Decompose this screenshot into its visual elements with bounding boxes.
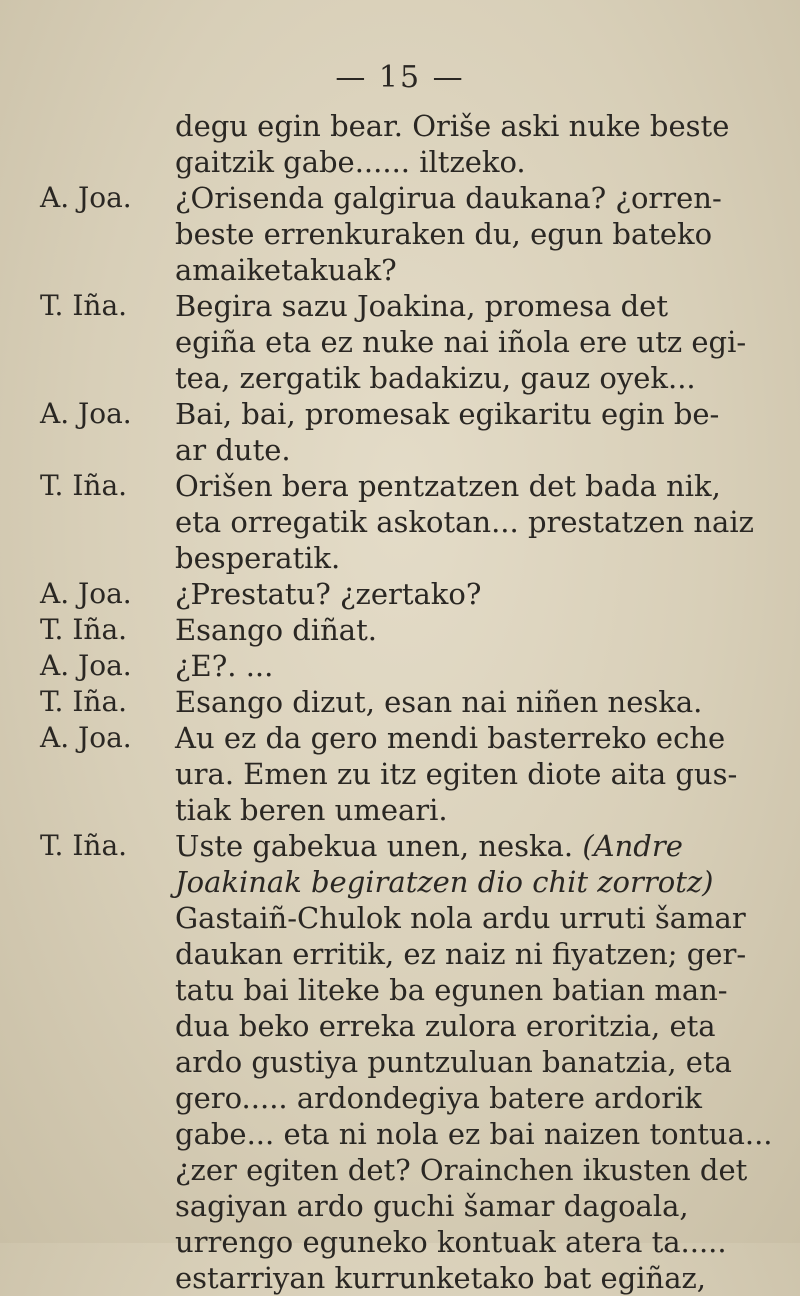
speaker-label: T. Iña. bbox=[40, 289, 128, 322]
text-line: Esango dizut, esan nai niñen neska. bbox=[175, 685, 703, 719]
dialogue-entry bbox=[40, 720, 760, 828]
text-line: urrengo eguneko kontuak atera ta..... bbox=[175, 1225, 727, 1259]
speaker-label: A. Joa. bbox=[40, 649, 132, 682]
text-line: amaiketakuak? bbox=[175, 253, 397, 287]
text-line: Begira sazu Joakina, promesa det bbox=[175, 289, 668, 323]
stage-direction: Joakinak begiratzen dio chit zorrotz) bbox=[175, 865, 714, 899]
text-line: ardo gustiya puntzuluan banatzia, eta bbox=[175, 1045, 732, 1079]
speaker-label: T. Iña. bbox=[40, 685, 128, 718]
text-line: Orišen bera pentzatzen det bada nik, bbox=[175, 469, 721, 503]
dialogue-entry bbox=[40, 648, 760, 684]
text-line: ¿Orisenda galgirua daukana? ¿orren- bbox=[175, 181, 722, 215]
dialogue-body bbox=[175, 612, 760, 648]
dialogue-entry bbox=[40, 288, 760, 396]
speaker-label: T. Iña. bbox=[40, 829, 128, 862]
dialogue-body bbox=[175, 648, 760, 684]
dialogue-body bbox=[175, 396, 760, 468]
speaker-label: A. Joa. bbox=[40, 397, 132, 430]
text-line: gabe... eta ni nola ez bai naizen tontua... bbox=[175, 1117, 773, 1151]
page-number: — 15 — bbox=[335, 60, 465, 95]
text-line: dua beko erreka zulora eroritzia, eta bbox=[175, 1009, 716, 1043]
dialogue-entry bbox=[40, 576, 760, 612]
dialogue-entry bbox=[40, 828, 773, 1296]
text-line: daukan erritik, ez naiz ni fiyatzen; ger- bbox=[175, 937, 747, 971]
text-line: ¿E?. ... bbox=[175, 649, 274, 683]
speaker-label: A. Joa. bbox=[40, 181, 132, 214]
text-line: gero..... ardondegiya batere ardorik bbox=[175, 1081, 702, 1115]
text-line: tatu bai liteke ba egunen batian man- bbox=[175, 973, 728, 1007]
text-line: estarriyan kurrunketako bat egiñaz, bbox=[175, 1261, 707, 1295]
text-line: beste errenkuraken du, egun bateko bbox=[175, 217, 713, 251]
text-line: ¿Prestatu? ¿zertako? bbox=[175, 577, 482, 611]
text-line: tiak beren umeari. bbox=[175, 793, 448, 827]
text-line bbox=[175, 828, 760, 864]
speaker-label: A. Joa. bbox=[40, 721, 132, 754]
text-line: sagiyan ardo guchi šamar dagoala, bbox=[175, 1189, 689, 1223]
text-line: Gastaiñ-Chulok nola ardu urruti šamar bbox=[175, 901, 746, 935]
dialogue-text bbox=[40, 108, 773, 1296]
text-line: Au ez da gero mendi basterreko eche bbox=[175, 721, 726, 755]
dialogue-entry bbox=[40, 180, 760, 288]
dialogue-body bbox=[175, 468, 760, 576]
text-line: eta orregatik askotan... prestatzen naiz bbox=[175, 505, 754, 539]
dialogue-entry bbox=[40, 468, 760, 576]
dialogue-entry bbox=[40, 684, 760, 720]
text-line: gaitzik gabe...... iltzeko. bbox=[175, 145, 526, 179]
dialogue-body bbox=[175, 108, 760, 180]
text-line: Esango diñat. bbox=[175, 613, 377, 647]
text-segment: Uste gabekua unen, neska. bbox=[175, 829, 574, 863]
text-line: egiña eta ez nuke nai iñola ere utz egi- bbox=[175, 325, 747, 359]
dialogue-body bbox=[175, 180, 760, 288]
text-line: ura. Emen zu itz egiten diote aita gus- bbox=[175, 757, 738, 791]
text-line: Bai, bai, promesak egikaritu egin be- bbox=[175, 397, 720, 431]
speaker-label: T. Iña. bbox=[40, 613, 128, 646]
dialogue-body bbox=[175, 720, 760, 828]
stage-direction: (Andre bbox=[582, 829, 683, 863]
text-line: tea, zergatik badakizu, gauz oyek... bbox=[175, 361, 696, 395]
text-line: degu egin bear. Oriše aski nuke beste bbox=[175, 109, 730, 143]
dialogue-entry bbox=[40, 396, 760, 468]
dialogue-body bbox=[175, 288, 760, 396]
speaker-label: T. Iña. bbox=[40, 469, 128, 502]
dialogue-entry bbox=[40, 612, 760, 648]
text-line: besperatik. bbox=[175, 541, 341, 575]
speaker-label: A. Joa. bbox=[40, 577, 132, 610]
dialogue-body bbox=[175, 576, 760, 612]
text-line: ar dute. bbox=[175, 433, 291, 467]
text-line: ¿zer egiten det? Orainchen ikusten det bbox=[175, 1153, 748, 1187]
dialogue-body bbox=[175, 828, 773, 1296]
dialogue-body bbox=[175, 684, 760, 720]
dialogue-entry bbox=[40, 108, 760, 180]
